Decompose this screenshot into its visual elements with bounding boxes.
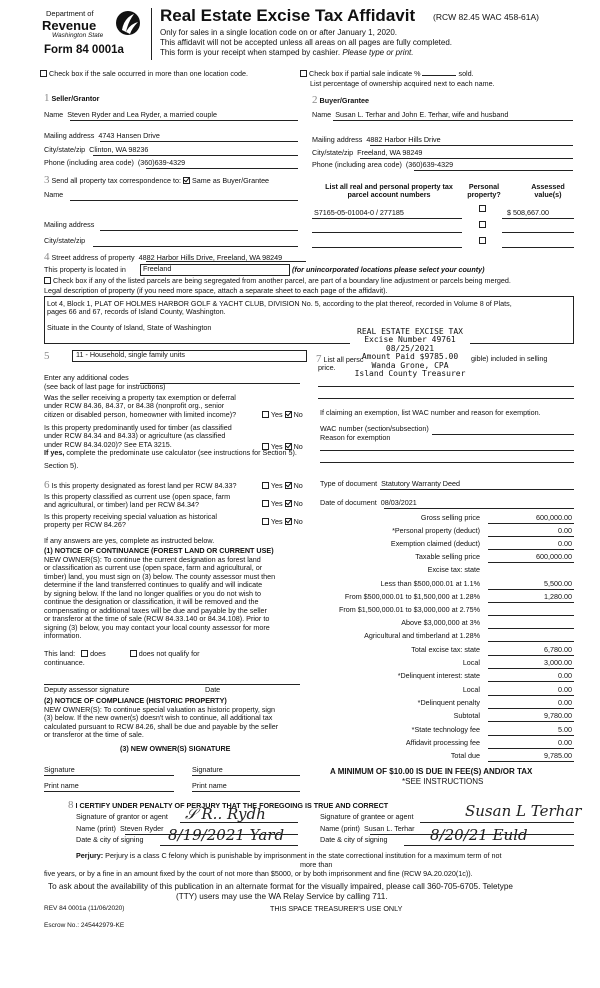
underline [192,775,300,776]
underline [488,628,574,629]
buyer-city-field[interactable]: City/state/zip Freeland, WA 98249 [312,148,423,157]
buyer-mailing-field[interactable]: Mailing address 4882 Harbor Hills Drive [312,135,441,144]
form-number: Form 84 0001a [44,44,124,56]
stamp-line-6: Island County Treasurer [354,368,466,378]
underline [70,200,298,201]
underline [488,562,574,563]
header-divider [151,8,152,60]
seller-city-field[interactable]: City/state/zip Clinton, WA 98236 [44,145,149,154]
underline [318,398,574,399]
additional-codes-label: Enter any additional codes [44,373,129,382]
segregated-check[interactable]: Check box if any of the listed parcels are being segregated from another parcel, are part of a boundary line adjustment or parcels being merged. [44,277,511,285]
grantor-name-field[interactable]: Name (print) Steven Ryder [76,824,164,833]
historic-question: Is this property receiving special valuation as historical property per RCW 84.26? [44,512,217,530]
exemption-reason-field[interactable]: Reason for exemption [320,433,391,442]
historic-line: or transferor at the time of sale. [44,730,144,740]
tax-row-label: Excise tax: state [427,565,480,574]
seller-phone-field[interactable]: Phone (including area code) (360)639-4329 [44,158,186,167]
parcel-value-1[interactable]: $ 508,667.00 [507,208,549,217]
grantor-signature-image: 𝒮 R.. Rydh [185,805,266,823]
grantee-date-field[interactable]: Date & city of signing [320,835,388,844]
underline [370,145,573,146]
additional-codes-note: (see back of last page for instructions) [44,382,166,391]
tax-row-label: Less than $500,000.01 at 1.1% [380,579,480,588]
grantee-name-field[interactable]: Name (print) Susan L. Terhar [320,824,415,833]
document-type-field[interactable]: Type of document Statutory Warranty Deed [320,479,460,488]
underline [488,735,574,736]
section-1-heading: 1 Seller/Grantor [44,92,100,104]
continuance-line: continue the designation or classification, it will be removed and the [44,597,259,607]
tax-row-label: Total excise tax: state [411,645,480,654]
underline [100,230,298,231]
tax-row-label: Agricultural and timberland at 1.28% [364,631,480,640]
tax-row-label: From $500,000.01 to $1,500,000 at 1.28% [344,592,480,601]
stamp-line-1: REAL ESTATE EXCISE TAX [357,327,463,336]
underline [414,170,573,171]
continuance-heading: (1) NOTICE OF CONTINUANCE (FOREST LAND OR CURRENT USE) [44,546,274,555]
deputy-date-label: Date [205,685,221,694]
same-as-buyer-checkbox[interactable] [183,177,190,184]
underline [44,791,174,792]
underline [488,721,574,722]
underline [312,247,462,248]
yes-checkbox[interactable] [262,500,269,507]
underline [404,845,574,846]
form-title: Real Estate Excise Tax Affidavit [160,6,416,25]
tax-row-value[interactable]: 1,280.00 [544,592,572,601]
underline [488,761,574,762]
underline [502,218,574,219]
tax-row-label: Above $3,000,000 at 3% [401,618,480,627]
new-owner-heading: (3) NEW OWNER(S) SIGNATURE [120,744,231,753]
deputy-assessor-signature-label: Deputy assessor signature [44,685,130,694]
section-7-text-b: gible) included in selling [471,354,548,363]
perjury-line-3: five years, or by a fine in an amount fixed by the court of not more than $5000, or by both imprisonment and fine (RCW 9A.20.020(1c)). [44,869,473,878]
underline [488,602,574,603]
if-any-yes-note: If any answers are yes, complete as instructed below. [44,536,215,545]
tax-row-value[interactable]: 0.00 [558,539,572,548]
parcel-personal-checkbox-2[interactable] [479,221,486,228]
dor-logo-text-2: Revenue [42,18,97,33]
does-checkbox[interactable] [81,650,88,657]
tax-row-value[interactable]: 600,000.00 [536,513,572,522]
tax-row-label: Gross selling price [420,513,480,522]
timber-yes-no[interactable]: Yes No [262,443,303,451]
underline [488,523,574,524]
checkbox[interactable] [44,277,51,284]
timber-question: Is this property predominantly used for timber (as classified under RCW 84.34 and 84.33) or agriculture (as classified under RCW 84.34.020)? See ETA 3215. If yes, complete the predominate use calculator (see instructions for Section 5). [44,423,297,458]
escrow-number: Escrow No.: 245442979-KE [44,922,125,929]
underline [380,489,574,490]
certify-statement: 8 I CERTIFY UNDER PENALTY OF PERJURY THAT THE FOREGOING IS TRUE AND CORRECT [68,799,389,811]
underline [488,615,574,616]
notice-1: Only for sales in a single location code on or after January 1, 2020. [160,28,398,37]
grantee-signature-field[interactable]: Signature of grantee or agent [320,812,414,821]
parcel-personal-checkbox-3[interactable] [479,237,486,244]
grantor-date-handwritten: 8/19/2021 Yard [168,826,285,844]
underline [93,155,298,156]
no-checkbox[interactable] [285,443,292,450]
grantor-signature-field[interactable]: Signature of grantor or agent [76,812,168,821]
located-in-label: This property is located in [44,265,126,274]
form-citation: (RCW 82.45 WAC 458-61A) [433,12,539,22]
yes-checkbox[interactable] [262,443,269,450]
tax-row-value[interactable]: 600,000.00 [536,552,572,561]
continuance-word: continuance. [44,658,85,667]
section-7-text: 7 List all persc [316,353,364,365]
underline [333,120,573,121]
tax-row-value[interactable]: 0.00 [558,738,572,747]
tax-row-value[interactable]: 6,780.00 [544,645,572,654]
tax-row-value[interactable]: 9,785.00 [544,751,572,760]
tax-row-label: Exemption claimed (deduct) [390,539,480,548]
seller-name-field[interactable]: Name Steven Ryder and Lea Ryder, a married couple [44,110,218,119]
continuance-line: compensating or additional taxes will be due and payable by the seller [44,605,267,615]
checkbox[interactable] [40,70,47,77]
legal-description-label: Legal description of property (if you need more space, attach a separate sheet to each page of the affidavit). [44,286,388,295]
parcel-personal-checkbox-1[interactable] [479,205,486,212]
exemption-claim-label: If claiming an exemption, list WAC number and reason for exemption. [320,408,541,417]
tax-row-label: *Delinquent penalty [417,698,480,707]
section-5-num: 5 [44,350,50,362]
yes-checkbox[interactable] [262,411,269,418]
underline [192,791,300,792]
property-street-field[interactable]: 4 Street address of property 4882 Harbor Hills Drive, Freeland, WA 98249 [44,251,283,263]
tax-row-value[interactable]: 0.00 [558,526,572,535]
tax-row-label: *Delinquent interest: state [397,671,480,680]
continuance-line: or transferor at the time of sale (RCW 84.33.140 or 84.34.108). Prior to [44,614,270,624]
exemption-question: Was the seller receiving a property tax exemption or deferral under RCW 84.36, 84.37, or 84.38 (nonprofit org., senior citizen or disabled person, homeowner with limited income)? [44,393,237,419]
treasurer-use-label: THIS SPACE TREASURER'S USE ONLY [270,904,403,913]
historic-line: calculated pursuant to RCW 84.26, shall be due and payable by the seller [44,721,279,731]
underline [488,681,574,682]
section-3-name-field[interactable]: Name [44,190,64,199]
buyer-phone-field[interactable]: Phone (including area code) (360)639-4329 [312,160,454,169]
perjury-line-2: more than [300,860,333,869]
print-name-label-2: Print name [192,781,227,790]
signature-label-2: Signature [192,765,223,774]
multi-location-check[interactable]: Check box if the sale occurred in more than one location code. [40,70,248,78]
tax-row-value[interactable]: 3,000.00 [544,658,572,667]
stamp-line-2: Excise Number 49761 [364,335,456,345]
tax-row-label: Affidavit processing fee [405,738,480,747]
tax-row-label: Taxable selling price [415,552,480,561]
current-use-yes-no[interactable]: Yes No [262,500,303,508]
underline [100,141,298,142]
perjury-line-1: Perjury: Perjury is a class C felony which is punishable by imprisonment in the state correctional institution for a maximum term of not [76,851,502,860]
grantee-date-handwritten: 8/20/21 Euld [430,826,528,844]
underline [488,655,574,656]
historic-yes-no[interactable]: Yes No [262,518,303,526]
stamp-line-3: 08/25/2021 [385,343,435,353]
document-date-field[interactable]: Date of document 08/03/2021 [320,498,417,507]
seller-mailing-field[interactable]: Mailing address 4743 Hansen Drive [44,131,160,140]
historic-text [44,706,278,740]
historic-heading: (2) NOTICE OF COMPLIANCE (HISTORIC PROPERTY) [44,696,227,705]
underline [93,246,298,247]
underline [432,434,574,435]
underline [320,450,574,451]
underline [312,218,462,219]
underline [146,261,306,262]
exemption-yes-no[interactable]: Yes No [262,411,303,419]
dor-logo-text-1: Department of [46,9,94,18]
tax-row-label: *Personal property (deduct) [392,526,480,535]
land-use-code-select[interactable]: 11 - Household, single family units [72,350,307,362]
treasurer-stamp [350,328,470,378]
parcels-header-list: List all real and personal property tax parcel account numbers [325,182,453,200]
underline [360,158,573,159]
continuance-line: or classification as current use (open space, farm and agricultural, or [44,563,263,573]
tax-row-value[interactable]: 0.00 [558,671,572,680]
no-checkbox[interactable] [285,518,292,525]
yes-checkbox[interactable] [262,482,269,489]
tax-row-label: Total due [450,751,480,760]
legal-description-box[interactable] [44,296,574,344]
underline [502,232,574,233]
partial-sale-check[interactable]: Check box if partial sale indicate % sold. [300,70,474,78]
minimum-due-note: A MINIMUM OF $10.00 IS DUE IN FEE(S) AND/OR TAX [330,767,533,776]
parcels-header-personal: Personal property? [467,182,501,200]
section-3-city-field[interactable]: City/state/zip [44,236,86,245]
continuance-line: timber) land, you must sign on (3) below. The county assessor must then [44,571,276,581]
parcel-account-1[interactable]: S7165-05-01004-0 / 277185 [314,208,404,217]
list-percentage-note: List percentage of ownership acquired next to each name. [310,79,495,88]
historic-line: NEW OWNER(S): To continue special valuation as historic property, sign [44,705,276,714]
continuance-text [44,556,275,641]
continuance-line: NEW OWNER(S): To continue the current designation as forest land [44,555,261,564]
forest-yes-no[interactable]: Yes No [262,482,303,490]
notice-3: This form is your receipt when stamped by cashier. Please type or print. [160,48,414,57]
continuance-line: determine if the land transferred continues to qualify and will indicate [44,580,263,590]
tax-row-label: Subtotal [453,711,480,720]
alt-format-line-2: (TTY) users may use the WA Relay Service by calling 711. [176,892,388,901]
underline [44,775,174,776]
underline [320,462,574,463]
legal-line-3: Situate in the County of Island, State of Washington [47,322,212,332]
section-3-mailing-field[interactable]: Mailing address [44,220,95,229]
section-5-note-cont: Section 5). [44,461,79,470]
yes-checkbox[interactable] [262,518,269,525]
underline [318,386,574,387]
continuance-line: signing (3) below, you may contact your local county assessor for more [44,622,270,632]
tax-row-label: From $1,500,000.01 to $3,000,000 at 2.75% [338,605,480,614]
legal-line-1: Lot 4, Block 1, PLAT OF HOLMES HARBOR GOLF & YACHT CLUB, DIVISION No. 5, according to the plat thereof, recorded in Volume 8 of Plats, [47,299,512,308]
underline [488,536,574,537]
grantor-date-field[interactable]: Date & city of signing [76,835,144,844]
see-instructions-note: *SEE INSTRUCTIONS [402,777,484,786]
underline [488,748,574,749]
underline [488,549,574,550]
this-land-row[interactable]: This land: does does not qualify for [44,649,200,658]
tax-row-label: *State technology fee [411,725,480,734]
underline [488,668,574,669]
signature-label-1: Signature [44,765,75,774]
tax-row-label: Local [462,685,480,694]
notice-2: This affidavit will not be accepted unless all areas on all pages are fully completed. [160,38,453,47]
tax-row-value[interactable]: 0.00 [558,685,572,694]
no-checkbox[interactable] [285,500,292,507]
underline [488,708,574,709]
buyer-name-field[interactable]: Name Susan L. Terhar and John E. Terhar, wife and husband [312,110,509,119]
wac-number-field[interactable]: WAC number (section/subsection) [320,424,429,433]
underline [488,695,574,696]
located-in-note: (for unincorporated locations please select your county) [292,265,485,274]
forest-question: 6 Is this property designated as forest land per RCW 84.33? [44,479,237,491]
tax-row-value[interactable]: 9,780.00 [544,711,572,720]
alt-format-line-1: To ask about the availability of this publication in an alternate format for the visually impaired, please call 360-705-6705. Teletype [48,882,513,891]
section-3-heading: 3 Send all property tax correspondence to: Same as Buyer/Grantee [44,174,270,186]
tax-row-value[interactable]: 5,500.00 [544,579,572,588]
tax-row-label: Local [462,658,480,667]
no-checkbox[interactable] [285,411,292,418]
located-in-select[interactable]: Freeland [140,264,290,276]
underline [160,845,298,846]
does-not-checkbox[interactable] [130,650,137,657]
underline [384,508,574,509]
underline [420,822,574,823]
print-name-label-1: Print name [44,781,79,790]
dor-logo-icon [114,8,142,38]
checkbox[interactable] [300,70,307,77]
continuance-line: by signing below. If the land no longer qualifies or you do not wish to [44,588,261,598]
revision-label: REV 84 0001a (11/06/2020) [44,905,125,912]
section-2-heading: 2 Buyer/Grantee [312,94,370,106]
underline [502,247,574,248]
legal-line-2: pages 66 and 67, records of Island County, Washington. [47,307,226,317]
dor-logo-text-3: Washington State [52,32,104,39]
section-7-text-c: price. [318,363,336,372]
stamp-line-4: Amount Paid $9785.00 [361,352,459,362]
grantee-signature-image: Susan L Terhar [465,802,582,820]
stamp-line-5: Wanda Grone, CPA [371,360,449,370]
underline [488,589,574,590]
underline [146,168,298,169]
parcels-header-assessed: Assessed value(s) [531,182,565,200]
tax-row-value[interactable]: 0.00 [558,698,572,707]
historic-line: (3) below. If the new owner(s) doesn't wish to continue, all additional tax [44,713,273,723]
continuance-line: information. [44,631,82,641]
current-use-question: Is this property classified as current use (open space, farm and agricultural, or timber) land per RCW 84.34? [44,492,231,510]
no-checkbox[interactable] [285,482,292,489]
tax-row-value[interactable]: 5.00 [558,725,572,734]
underline [488,641,574,642]
underline [312,232,462,233]
underline [70,120,298,121]
